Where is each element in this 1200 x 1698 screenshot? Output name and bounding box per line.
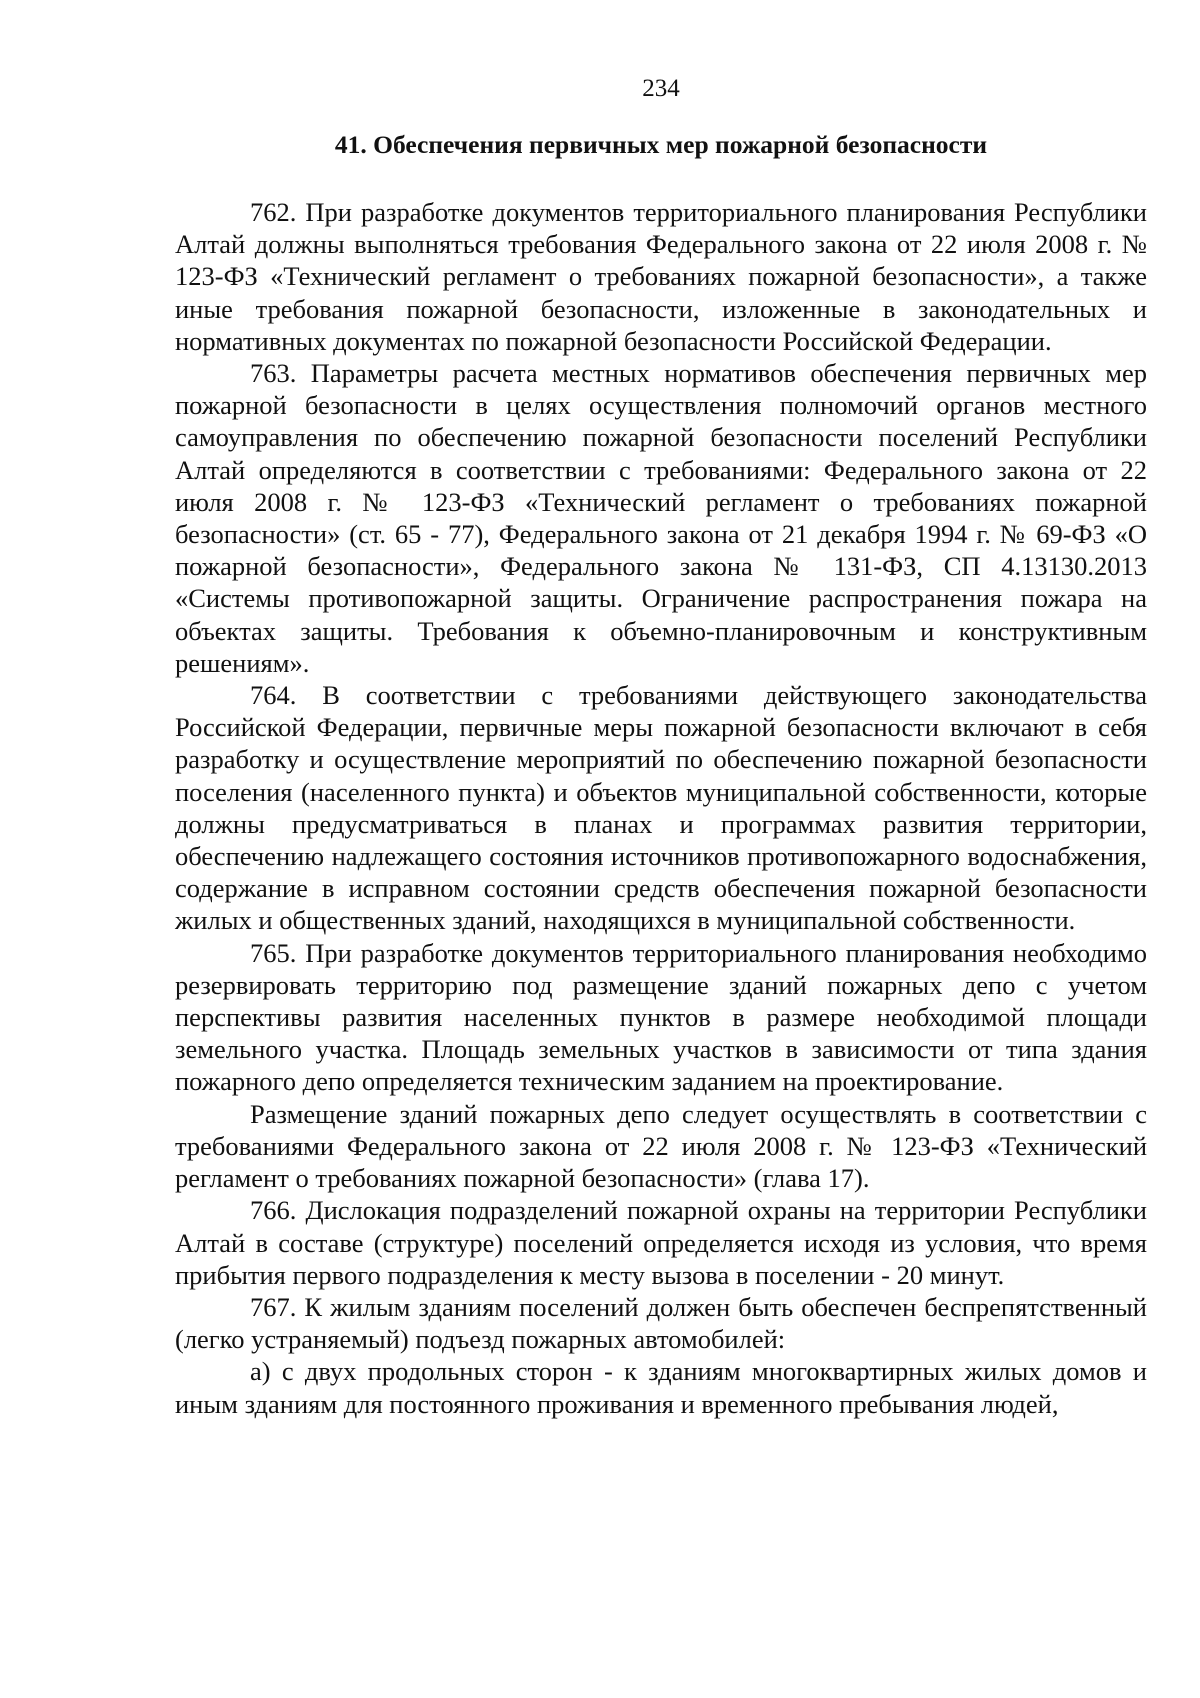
paragraph-767-item-a: а) с двух продольных сторон - к зданиям многоквартирных жилых домов и иным зданиям для постоянного проживания и временного пребывания людей, bbox=[175, 1356, 1147, 1419]
paragraph-766: 766. Дислокация подразделений пожарной охраны на территории Республики Алтай в составе (структуре) поселений определяется исходя из условия, что время прибытия первого подразделения к месту вызова в поселении - 20 минут. bbox=[175, 1195, 1147, 1290]
paragraph-762: 762. При разработке документов территориального планирования Республики Алтай должны выполняться требования Федерального закона от 22 июля 2008 г. № 123-ФЗ «Технический регламент о требованиях пожарной безопасности», а также иные требования пожарной безопасности, изложенные в законодательных и нормативных документах по пожарной безопасности Российской Федерации. bbox=[175, 197, 1147, 356]
paragraph-763: 763. Параметры расчета местных нормативов обеспечения первичных мер пожарной безопасности в целях осуществления полномочий органов местного самоуправления по обеспечению пожарной безопасности поселений Республики Алтай определяются в соответствии с требованиями: Федерального закона от 22 июля 2008 г. № 123-ФЗ «Технический регламент о требованиях пожарной безопасности» (ст. 65 - 77), Федерального закона от 21 декабря 1994 г. № 69-ФЗ «О пожарной безопасности», Федерального закона № 131-ФЗ, СП 4.13130.2013 «Системы противопожарной защиты. Ограничение распространения пожара на объектах защиты. Требования к объемно-планировочным и конструктивным решениям». bbox=[175, 358, 1147, 678]
paragraph-765-continued: Размещение зданий пожарных депо следует осуществлять в соответствии с требованиями Федерального закона от 22 июля 2008 г. № 123-ФЗ «Технический регламент о требованиях пожарной безопасности» (глава 17). bbox=[175, 1098, 1147, 1194]
section-title: 41. Обеспечения первичных мер пожарной безопасности bbox=[334, 130, 988, 159]
paragraph-765: 765. При разработке документов территориального планирования необходимо резервировать территорию под размещение зданий пожарных депо с учетом перспективы развития населенных пунктов в размере необходимой площади земельного участка. Площадь земельных участков в зависимости от типа здания пожарного депо определяется техническим заданием на проектирование. bbox=[175, 937, 1147, 1097]
paragraph-767: 767. К жилым зданиям поселений должен быть обеспечен беспрепятственный (легко устраняемый) подъезд пожарных автомобилей: bbox=[175, 1291, 1147, 1355]
page-number: 234 bbox=[642, 75, 680, 102]
paragraph-764: 764. В соответствии с требованиями действующего законодательства Российской Федерации, первичные меры пожарной безопасности включают в себя разработку и осуществление мероприятий по обеспечению пожарной безопасности поселения (населенного пункта) и объектов муниципальной собственности, которые должны предусматриваться в планах и программах развития территории, обеспечению надлежащего состояния источников противопожарного водоснабжения, содержание в исправном состоянии средств обеспечения пожарной безопасности жилых и общественных зданий, находящихся в муниципальной собственности. bbox=[175, 680, 1147, 936]
document-body bbox=[175, 196, 1147, 1420]
